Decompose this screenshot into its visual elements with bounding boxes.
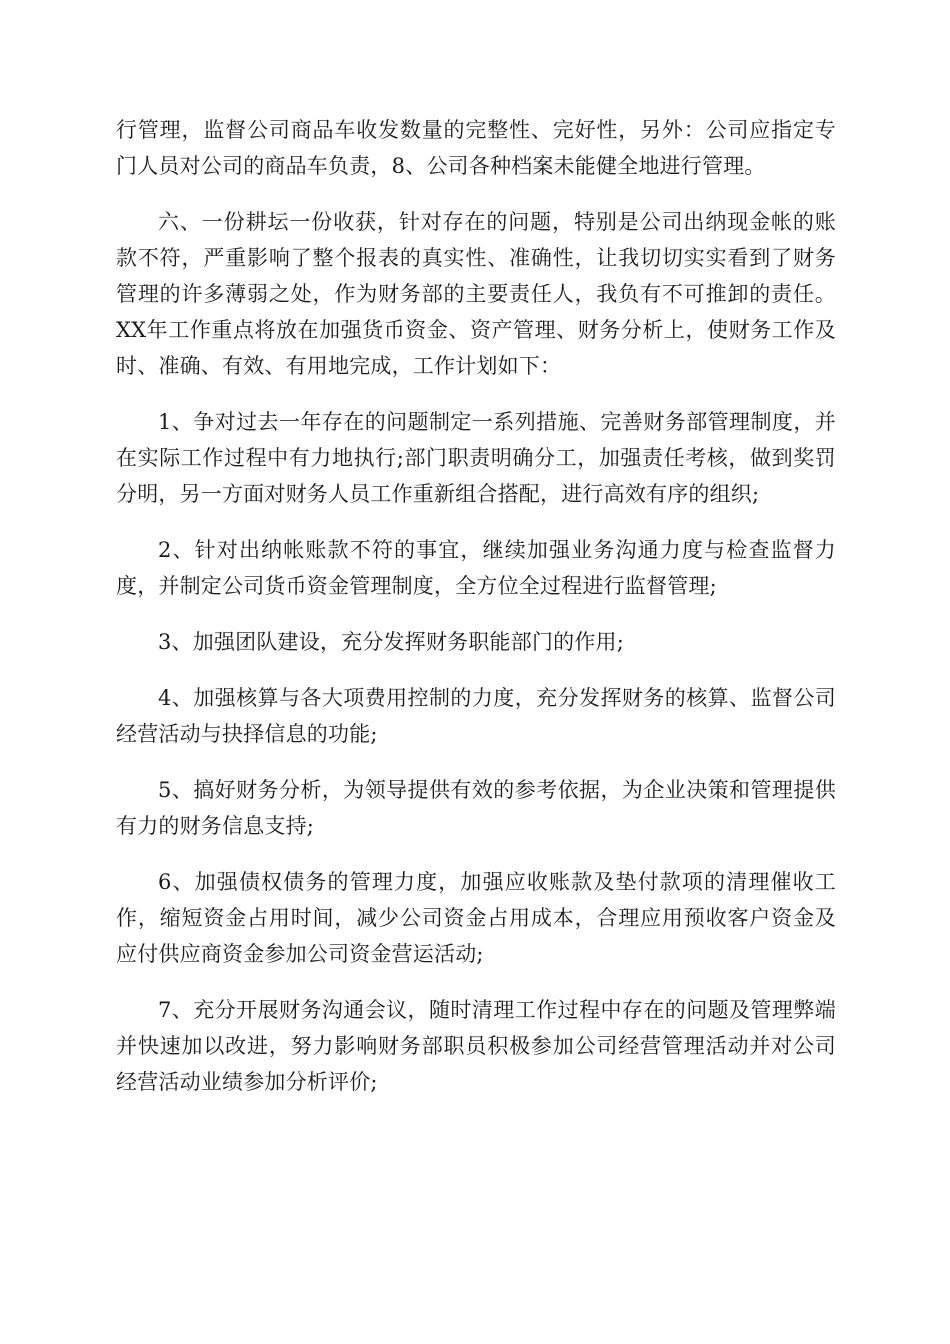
paragraph-item-2: 2、针对出纳帐账款不符的事宜，继续加强业务沟通力度与检查监督力度，并制定公司货币资金管理制度，全方位全过程进行监督管理; (116, 538, 836, 598)
paragraph-item-6: 6、加强债权债务的管理力度，加强应收账款及垫付款项的清理催收工作，缩短资金占用时间，减少公司资金占用成本，合理应用预收客户资金及应付供应商资金参加公司资金营运活动; (116, 870, 836, 966)
document-page (116, 112, 836, 1120)
paragraph-continuation: 行管理，监督公司商品车收发数量的完整性、完好性，另外：公司应指定专门人员对公司的商品车负责，8、公司各种档案未能健全地进行管理。 (116, 118, 836, 178)
paragraph-item-4: 4、加强核算与各大项费用控制的力度，充分发挥财务的核算、监督公司经营活动与抉择信息的功能; (116, 686, 836, 746)
paragraph-section-six: 六、一份耕坛一份收获，针对存在的问题，特别是公司出纳现金帐的账款不符，严重影响了整个报表的真实性、准确性，让我切切实实看到了财务管理的许多薄弱之处，作为财务部的主要责任人，我负有不可推卸的责任。XX年工作重点将放在加强货币资金、资产管理、财务分析上，使财务工作及时、准确、有效、有用地完成，工作计划如下： (116, 210, 836, 378)
paragraph-item-7: 7、充分开展财务沟通会议，随时清理工作过程中存在的问题及管理弊端并快速加以改进，努力影响财务部职员积极参加公司经营管理活动并对公司经营活动业绩参加分析评价; (116, 998, 836, 1094)
paragraph-item-5: 5、搞好财务分析，为领导提供有效的参考依据，为企业决策和管理提供有力的财务信息支持; (116, 778, 836, 838)
paragraph-item-3: 3、加强团队建设，充分发挥财务职能部门的作用; (158, 630, 625, 654)
paragraph-item-1: 1、争对过去一年存在的问题制定一系列措施、完善财务部管理制度，并在实际工作过程中有力地执行;部门职责明确分工，加强责任考核，做到奖罚分明，另一方面对财务人员工作重新组合搭配，进行高效有序的组织; (116, 410, 836, 506)
